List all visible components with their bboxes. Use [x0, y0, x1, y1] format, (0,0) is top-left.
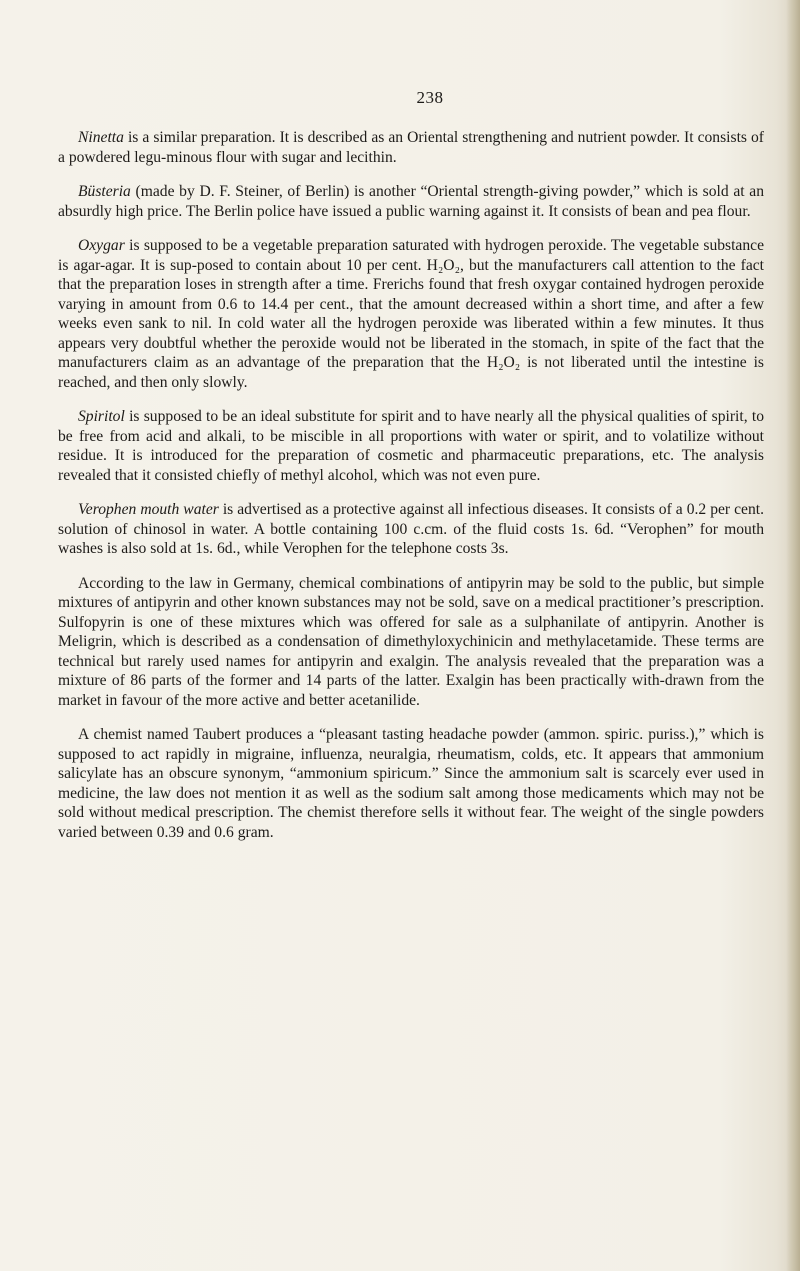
paragraph-busteria: [58, 182, 764, 221]
paragraph-oxygar: [58, 236, 764, 392]
page-edge-shadow: [786, 0, 800, 1271]
paragraph-text: A chemist named Taubert produces a “pleasant tasting headache powder (ammon. spiric. puriss.),” which is supposed to act rapidly in migraine, influenza, neuralgia, rheumatism, colds, etc. It appears that ammonium salicylate has an obscure synonym, “ammonium spiricum.” Since the ammonium salt is scarcely ever used in medicine, the law does not mention it as well as the sodium salt among those medicaments which may not be sold without medical prescription. The chemist therefore sells it without fear. The weight of the single powders varied between 0.39 and 0.6 gram.: [58, 726, 764, 841]
paragraph-text: (made by D. F. Steiner, of Berlin) is another “Oriental strength-giving powder,” which is sold at an absurdly high price. The Berlin police have issued a public warning against it. It consists of bean and pea flour.: [58, 183, 764, 220]
paragraph-text: is supposed to be a vegetable preparation saturated with hydrogen peroxide. The vegetable substance is agar-agar. It is sup-posed to contain about 10 per cent. H₂O₂, but the manufacturers call attention to the fact that the preparation loses in strength after a time. Frerichs found that fresh oxygar contained hydrogen peroxide varying in amount from 0.6 to 14.4 per cent., that the amount decreased within a short time, and after a few weeks even sank to nil. In cold water all the hydrogen peroxide was liberated within a few minutes. It thus appears very doubtful whether the peroxide would not be liberated in the stomach, in spite of the fact that the manufacturers claim as an advantage of the preparation that the H₂O₂ is not liberated until the intestine is reached, and then only slowly.: [58, 237, 764, 391]
term-oxygar: Oxygar: [78, 237, 125, 254]
term-ninetta: Ninetta: [78, 129, 124, 146]
page-body: [58, 128, 764, 857]
paragraph-text: is supposed to be an ideal substitute for spirit and to have nearly all the physical qualities of spirit, to be free from acid and alkali, to be miscible in all proportions with water or spirit, and to volatilize without residue. It is introduced for the preparation of cosmetic and pharmaceutic preparations, etc. The analysis revealed that it consisted chiefly of methyl alcohol, which was not even pure.: [58, 408, 764, 484]
paragraph-antipyrin-law: [58, 574, 764, 711]
paragraph-spiritol: [58, 407, 764, 485]
paragraph-text: According to the law in Germany, chemical combinations of antipyrin may be sold to the public, but simple mixtures of antipyrin and other known substances may not be sold, save on a medical practitioner’s prescription. Sulfopyrin is one of these mixtures which was offered for sale as a sulphanilate of antipyrin. Another is Meligrin, which is described as a condensation of dimethyloxychinicin and methylacetamide. These terms are technical but rarely used names for antipyrin and exalgin. The analysis revealed that the preparation was a mixture of 86 parts of the former and 14 parts of the latter. Exalgin has been practically with-drawn from the market in favour of the more active and better acetanilide.: [58, 574, 764, 709]
paragraph-text: is a similar preparation. It is described as an Oriental strengthening and nutrient powder. It consists of a powdered legu-minous flour with sugar and lecithin.: [58, 129, 764, 166]
term-verophen: Verophen mouth water: [78, 501, 219, 518]
paragraph-text: is advertised as a protective against all infectious diseases. It consists of a 0.2 per cent. solution of chinosol in water. A bottle containing 100 c.cm. of the fluid costs 1s. 6d. “Verophen” for mouth washes is also sold at 1s. 6d., while Verophen for the telephone costs 3s.: [58, 501, 765, 557]
paragraph-taubert: [58, 725, 764, 842]
term-spiritol: Spiritol: [78, 408, 125, 425]
term-busteria: Büsteria: [78, 183, 131, 200]
paragraph-ninetta: [58, 128, 764, 167]
page-number: 238: [416, 88, 444, 107]
paragraph-verophen: [58, 500, 764, 559]
